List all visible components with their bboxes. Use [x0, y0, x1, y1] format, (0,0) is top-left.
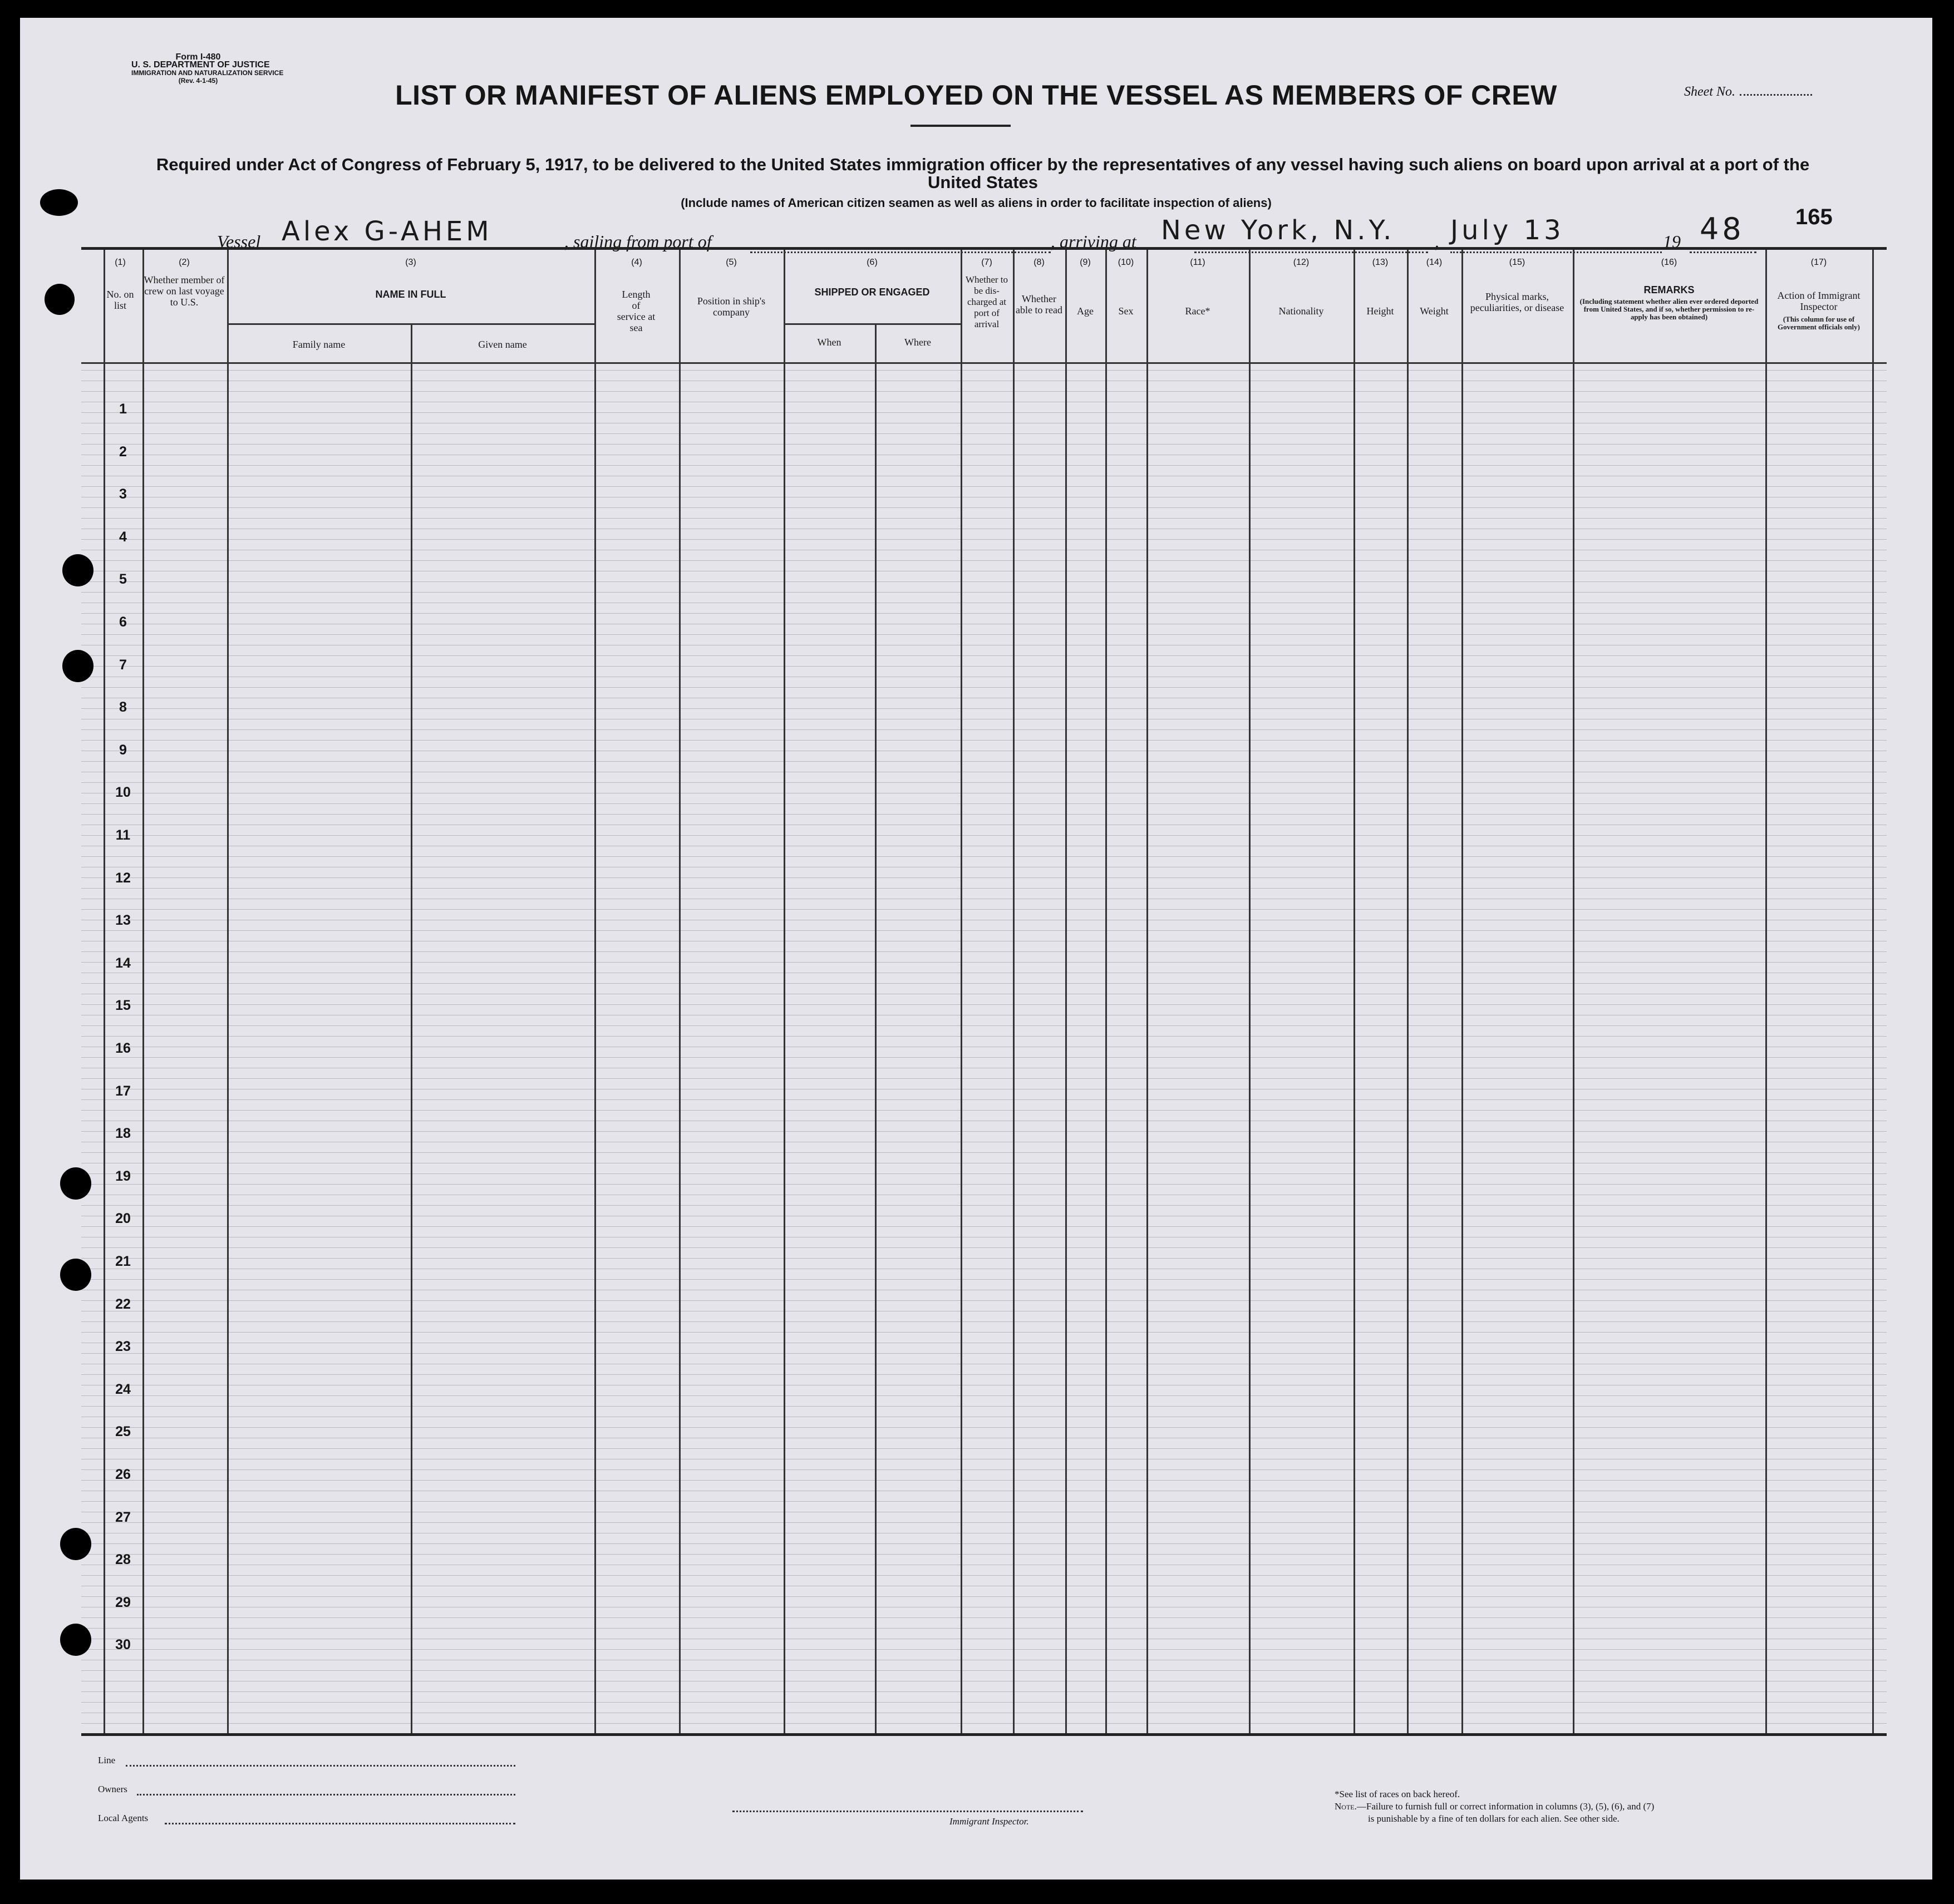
page-title: LIST OR MANIFEST OF ALIENS EMPLOYED ON THE VESSEL AS MEMBERS OF CREW: [395, 80, 1557, 111]
col-1-number: (1): [115, 258, 126, 267]
ruled-line: [81, 1226, 1887, 1227]
ruled-line: [81, 1173, 1887, 1174]
ruled-line: [81, 518, 1887, 519]
col-3-header: [227, 289, 594, 300]
ruled-line: [81, 1480, 1887, 1481]
row-number: 11: [115, 827, 131, 843]
ruled-line: [81, 708, 1887, 709]
form-number: Form I-480: [175, 52, 221, 62]
row-number: 30: [115, 1637, 131, 1653]
row-number: 8: [119, 699, 127, 716]
col-16-note: (Including statement whether alien ever ordered deported from United States, and if so, whether permission to re-apply has been obtained): [1579, 297, 1759, 321]
where-header: Where: [904, 337, 931, 348]
ruled-line: [81, 592, 1887, 593]
ruled-line: [81, 1247, 1887, 1248]
column-divider: [875, 323, 877, 1733]
col-12-header: Nationality: [1278, 305, 1324, 317]
row-number: 19: [115, 1168, 131, 1184]
races-note: *See list of races on back hereof.: [1335, 1789, 1460, 1799]
ruled-line: [81, 1099, 1887, 1100]
page-number-stamp: 165: [1795, 205, 1833, 229]
ruled-line: [81, 1110, 1887, 1111]
ruled-line: [81, 740, 1887, 741]
local-agents-label: Local Agents: [98, 1813, 149, 1823]
vessel-name-handwritten[interactable]: Alex G-AHEM: [282, 216, 493, 247]
subnote: (Include names of American citizen seamen as well as aliens in order to facilitate inspection of aliens): [681, 196, 1272, 210]
ruled-line: [81, 1670, 1887, 1671]
column-divider: [784, 250, 785, 1733]
col-4-header: Length of service at sea: [617, 289, 656, 333]
row-number: 5: [119, 571, 127, 588]
col-5-number: (5): [726, 258, 737, 267]
ruled-line: [81, 1543, 1887, 1544]
arrival-port-handwritten[interactable]: New York, N.Y.: [1161, 215, 1395, 246]
ruled-line: [81, 856, 1887, 857]
col-9-number: (9): [1080, 258, 1091, 267]
row-number: 3: [119, 486, 127, 502]
col-17-number: (17): [1810, 258, 1827, 267]
row-number: 13: [115, 912, 131, 929]
row-number: 15: [115, 998, 131, 1014]
column-divider: [1461, 250, 1463, 1733]
given-name-header: Given name: [478, 339, 527, 350]
column-divider: [1249, 250, 1251, 1733]
column-divider: [1765, 250, 1767, 1733]
ruled-line: [81, 687, 1887, 688]
ruled-line: [81, 412, 1887, 413]
note-label: Note.: [1335, 1801, 1357, 1812]
row-number: 24: [115, 1381, 131, 1397]
ruled-line: [81, 1702, 1887, 1703]
row-number: 2: [119, 443, 127, 460]
col-15-number: (15): [1509, 258, 1525, 267]
ruled-line: [81, 370, 1887, 371]
header-bottom-rule: [81, 362, 1887, 364]
row-number: 18: [115, 1126, 131, 1142]
manifest-sheet: [20, 18, 1932, 1880]
note-text: —Failure to furnish full or correct information in columns (3), (5), (6), and (7): [1356, 1801, 1655, 1812]
col-11-number: (11): [1190, 258, 1205, 267]
department-name: U. S. DEPARTMENT OF JUSTICE: [131, 60, 270, 70]
row-number: 4: [119, 529, 127, 545]
col-13-header: Height: [1366, 305, 1394, 317]
arrival-date-handwritten[interactable]: July 13: [1450, 215, 1564, 246]
row-number: 23: [115, 1339, 131, 1355]
ruled-line: [81, 782, 1887, 783]
sheet-number-label: Sheet No.: [1684, 85, 1735, 99]
column-divider: [594, 250, 596, 1733]
ruled-line: [81, 613, 1887, 614]
ruled-line: [81, 1078, 1887, 1079]
ruled-line: [81, 814, 1887, 815]
col-16-number: (16): [1661, 258, 1677, 267]
title-rule: [910, 125, 1011, 127]
when-header: When: [817, 337, 841, 348]
ruled-line: [81, 581, 1887, 582]
row-number: 9: [119, 742, 127, 758]
row-number: 14: [115, 955, 131, 971]
ruled-line: [81, 539, 1887, 540]
col-3-number: (3): [405, 258, 416, 267]
col-8-header: Whether able to read: [1016, 293, 1062, 315]
note-line-2: is punishable by a fine of ten dollars for each alien. See other side.: [1368, 1813, 1620, 1824]
column-divider: [1573, 250, 1574, 1733]
ruled-line: [81, 1723, 1887, 1724]
ruled-line: [81, 729, 1887, 730]
col-9-header: Age: [1077, 305, 1094, 317]
col-8-number: (8): [1033, 258, 1045, 267]
row-number: 16: [115, 1040, 131, 1056]
local-agents-blank[interactable]: [165, 1823, 515, 1824]
ruled-line: [81, 560, 1887, 561]
comma-separator: ,: [1435, 231, 1439, 251]
inspector-signature-blank[interactable]: [732, 1811, 1083, 1812]
punch-hole: [45, 284, 75, 315]
ruled-line: [81, 983, 1887, 984]
ruled-line: [81, 1406, 1887, 1407]
ruled-line: [81, 1184, 1887, 1185]
ruled-line: [81, 930, 1887, 931]
row-number: 12: [115, 870, 131, 886]
line-blank[interactable]: [126, 1765, 515, 1767]
ruled-line: [81, 951, 1887, 952]
row-number: 7: [119, 657, 127, 673]
column-divider: [1353, 250, 1355, 1733]
col-14-header: Weight: [1420, 305, 1449, 317]
punch-hole: [60, 1624, 91, 1656]
ruled-line: [81, 1152, 1887, 1153]
row-number: 21: [115, 1254, 131, 1269]
punch-hole: [40, 189, 78, 216]
col-2-header: Whether member of crew on last voyage to U.S.: [144, 274, 225, 308]
column-divider: [1013, 250, 1015, 1733]
ruled-line: [81, 1395, 1887, 1396]
ruled-line: [81, 1004, 1887, 1005]
sheet-number-blank[interactable]: [1740, 94, 1812, 96]
col-16-header: [1573, 284, 1765, 295]
ruled-line: [81, 1691, 1887, 1692]
ruled-line: [81, 1469, 1887, 1470]
row-number: 29: [115, 1594, 131, 1610]
crew-table: [81, 247, 1887, 1736]
col-16-label: REMARKS: [1643, 284, 1695, 295]
column-divider: [227, 250, 229, 1733]
ruled-line: [81, 909, 1887, 910]
ruled-line: [81, 888, 1887, 889]
row-number: 26: [115, 1467, 131, 1482]
column-divider: [1065, 250, 1067, 1733]
col-15-header: Physical marks, peculiarities, or disease: [1470, 291, 1564, 313]
column-divider: [411, 323, 412, 1733]
col-11-header: Race*: [1185, 305, 1210, 317]
ruled-line: [81, 655, 1887, 656]
ruled-line: [81, 1205, 1887, 1206]
ruled-line: [81, 433, 1887, 434]
column-divider: [1146, 250, 1148, 1733]
arriving-label: , arriving at: [1051, 231, 1136, 251]
year-prefix: 19: [1663, 231, 1681, 251]
ruled-line: [81, 1427, 1887, 1428]
col-4-number: (4): [631, 258, 642, 267]
service-name: IMMIGRATION AND NATURALIZATION SERVICE: [131, 69, 284, 77]
owners-blank[interactable]: [137, 1794, 515, 1796]
ruled-line: [81, 1617, 1887, 1618]
ruled-line: [81, 835, 1887, 836]
col-6-header: [784, 287, 961, 298]
ruled-line: [81, 877, 1887, 878]
row-number: 25: [115, 1424, 131, 1440]
row-number: 22: [115, 1296, 131, 1312]
ruled-line: [81, 1575, 1887, 1576]
col-1-header: No. on list: [106, 289, 134, 311]
col-6-number: (6): [867, 258, 878, 267]
ruled-line: [81, 1649, 1887, 1650]
col-6-label: SHIPPED OR ENGAGED: [814, 287, 930, 298]
ruled-line: [81, 507, 1887, 508]
ruled-line: [81, 1501, 1887, 1502]
ruled-line: [81, 1321, 1887, 1322]
ruled-line: [81, 486, 1887, 487]
col-7-number: (7): [981, 258, 992, 267]
col-10-number: (10): [1118, 258, 1134, 267]
column-divider: [1105, 250, 1107, 1733]
row-number: 28: [115, 1552, 131, 1568]
year-handwritten[interactable]: 48: [1700, 211, 1745, 246]
punch-hole: [62, 650, 93, 682]
col-17-note: (This column for use of Government officials only): [1777, 315, 1861, 331]
col-5-header: Position in ship's company: [697, 295, 766, 318]
row-number: 20: [115, 1211, 131, 1227]
ruled-line: [81, 1300, 1887, 1301]
column-divider: [679, 250, 681, 1733]
vessel-label: Vessel: [217, 231, 261, 251]
ruled-line: [81, 962, 1887, 963]
ruled-line: [81, 666, 1887, 667]
col-2-number: (2): [179, 258, 190, 267]
ruled-line: [81, 1448, 1887, 1449]
ruled-line: [81, 1258, 1887, 1259]
column-divider: [142, 250, 144, 1733]
ruled-line: [81, 465, 1887, 466]
col-3-label: NAME IN FULL: [375, 289, 446, 300]
ruled-line: [81, 634, 1887, 635]
name-subheader-rule: [227, 323, 594, 325]
col-12-number: (12): [1293, 258, 1310, 267]
revision-date: (Rev. 4-1-45): [178, 77, 218, 85]
col-10-header: Sex: [1118, 305, 1134, 317]
immigrant-inspector-label: Immigrant Inspector.: [949, 1816, 1029, 1827]
row-number: 6: [119, 614, 127, 630]
ruled-line: [81, 391, 1887, 392]
col-17-header: Action of Immigrant Inspector: [1777, 290, 1861, 312]
ruled-line: [81, 1353, 1887, 1354]
sailing-label: , sailing from port of: [564, 231, 712, 251]
ruled-line: [81, 1332, 1887, 1333]
punch-hole: [60, 1167, 91, 1200]
column-divider: [1407, 250, 1409, 1733]
punch-hole: [60, 1259, 91, 1291]
ruled-line: [81, 1596, 1887, 1597]
row-number: 27: [115, 1509, 131, 1525]
row-number: 17: [115, 1083, 131, 1099]
ruled-line: [81, 1057, 1887, 1058]
sheet-number-field[interactable]: [1684, 85, 1812, 100]
ruled-line: [81, 1036, 1887, 1037]
column-divider: [1872, 250, 1874, 1733]
line-label: Line: [98, 1755, 116, 1765]
col-13-number: (13): [1372, 258, 1389, 267]
family-name-header: Family name: [292, 339, 346, 350]
ruled-line: [81, 1131, 1887, 1132]
ruled-line: [81, 1628, 1887, 1629]
ruled-line: [81, 1025, 1887, 1026]
owners-label: Owners: [98, 1784, 127, 1794]
ruled-line: [81, 444, 1887, 445]
ruled-line: [81, 761, 1887, 762]
col-14-number: (14): [1426, 258, 1443, 267]
punch-hole: [60, 1528, 91, 1560]
ruled-line: [81, 1279, 1887, 1280]
note-line-1: [1335, 1801, 1654, 1813]
ruled-line: [81, 1522, 1887, 1523]
subtitle: Required under Act of Congress of February 5, 1917, to be delivered to the United States immigration officer by the representatives of any vessel having such aliens on board upon arrival at a port of the United States: [156, 155, 1810, 192]
ruled-line: [81, 803, 1887, 804]
row-number: 1: [119, 401, 127, 417]
col-7-header: Whether to be dis-charged at port of arrival: [966, 274, 1008, 329]
punch-hole: [62, 554, 93, 586]
shipped-subheader-rule: [784, 323, 961, 325]
row-number: 10: [115, 785, 131, 801]
ruled-line: [81, 1554, 1887, 1555]
ruled-line: [81, 1374, 1887, 1375]
column-divider: [961, 250, 962, 1733]
